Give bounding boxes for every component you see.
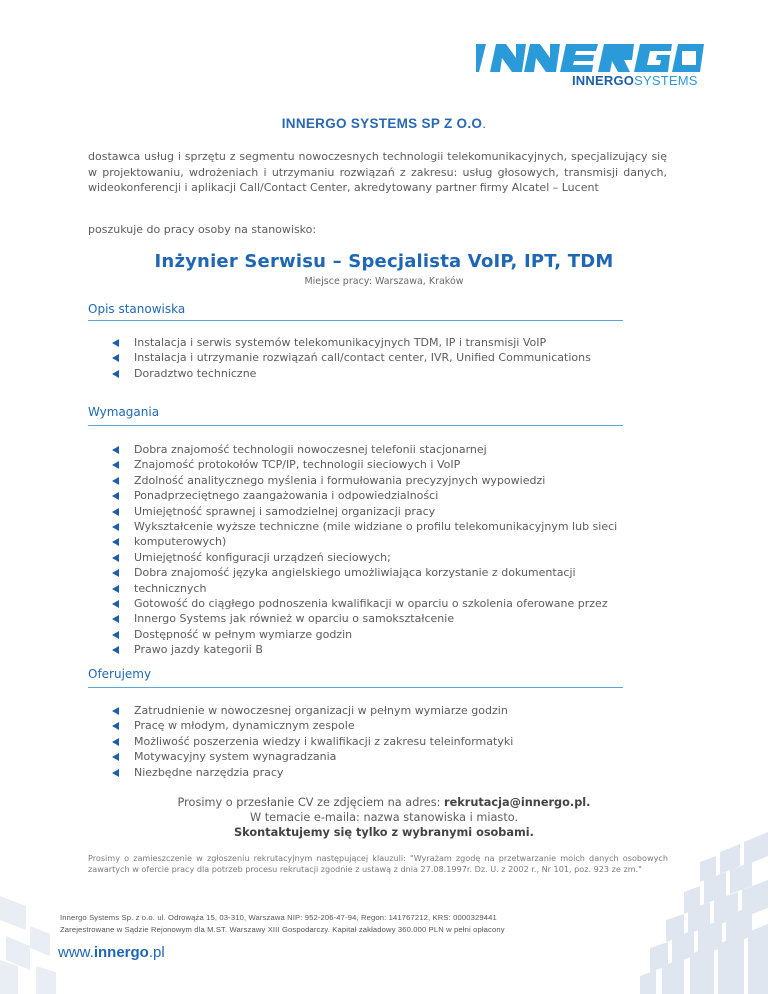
list-item bbox=[110, 534, 670, 549]
bullet-arrow-icon bbox=[112, 569, 119, 577]
list-item-text: Pracę w młodym, dynamicznym zespole bbox=[134, 719, 355, 733]
oferujemy-list bbox=[110, 703, 670, 780]
section-heading-wymagania: Wymagania bbox=[88, 405, 160, 419]
bullet-arrow-icon bbox=[112, 753, 119, 761]
list-item bbox=[110, 473, 670, 488]
company-name bbox=[0, 116, 768, 131]
list-item-text: Dostępność w pełnym wymiarze godzin bbox=[134, 627, 353, 641]
list-item bbox=[110, 366, 670, 381]
list-item bbox=[110, 519, 670, 534]
list-item-text: technicznych bbox=[134, 581, 207, 595]
list-item-text: Instalacja i utrzymanie rozwiązań call/contact center, IVR, Unified Communications bbox=[134, 351, 591, 365]
opis-list bbox=[110, 335, 670, 381]
bullet-arrow-icon bbox=[112, 769, 119, 777]
list-item-text: Umiejętność konfiguracji urządzeń sieciowych; bbox=[134, 550, 391, 564]
list-item-text: Gotowość do ciągłego podnoszenia kwalifikacji w oparciu o szkolenia oferowane przez bbox=[134, 597, 608, 611]
bullet-arrow-icon bbox=[112, 477, 119, 485]
list-item-text: Wykształcenie wyższe techniczne (mile widziane o profilu telekomunikacyjnym lub sieci bbox=[134, 520, 618, 534]
bullet-arrow-icon bbox=[112, 707, 119, 715]
consent-clause: Prosimy o zamieszczenie w zgłoszeniu rekrutacyjnym następującej klauzuli: "Wyrażam zgodę na przetwarzanie moich danych osobowych zawartych w ofercie pracy dla potrzeb procesu rekrutacji zgodnie z ustawą z dnia 27.08.1997r. Dz. U. z 2002 r., Nr 101, poz. 923 ze zm." bbox=[88, 853, 668, 874]
list-item bbox=[110, 335, 670, 350]
website-domain: innergo bbox=[93, 944, 149, 961]
list-item-text: Znajomość protokołów TCP/IP, technologii sieciowych i VoIP bbox=[134, 458, 461, 472]
bullet-arrow-icon bbox=[112, 339, 119, 347]
list-item bbox=[110, 611, 670, 626]
list-item bbox=[110, 442, 670, 457]
list-item bbox=[110, 596, 670, 611]
list-item-text: Prawo jazdy kategorii B bbox=[134, 643, 263, 657]
job-location: Miejsce pracy: Warszawa, Kraków bbox=[304, 276, 464, 287]
list-item-text: Możliwość poszerzenia wiedzy i kwalifikacji z zakresu teleinformatyki bbox=[134, 734, 514, 748]
list-item-text: Zatrudnienie w nowoczesnej organizacji w pełnym wymiarze godzin bbox=[134, 704, 508, 717]
logo-wordmark bbox=[572, 73, 698, 88]
bullet-arrow-icon bbox=[112, 738, 119, 746]
cv-line-3: Skontaktujemy się tylko z wybranymi osobami. bbox=[234, 826, 534, 839]
cv-line-1-text: Prosimy o przesłanie CV ze zdjęciem na adres: bbox=[177, 796, 444, 809]
logo-light-text: SYSTEMS bbox=[634, 73, 698, 88]
website-suffix: .pl bbox=[148, 944, 165, 961]
list-item bbox=[110, 581, 670, 596]
list-item bbox=[110, 627, 670, 642]
list-item-text: Innergo Systems jak również w oparciu o samokształcenie bbox=[134, 612, 455, 626]
section-divider bbox=[88, 425, 623, 426]
list-item-text: Motywacyjny system wynagradzania bbox=[134, 750, 337, 764]
bullet-arrow-icon bbox=[112, 631, 119, 639]
list-item bbox=[110, 718, 670, 733]
intro-paragraph: dostawca usług i sprzętu z segmentu nowoczesnych technologii telekomunikacyjnych, specjalizujący się w projektowaniu, wdrożeniach i utrzymaniu rozwiązań z zakresu: usług głosowych, transmisji danych, wideokonferencji i aplikacji Call/Contact Center, akredytowany partner firmy Alcatel – Lucent bbox=[88, 150, 667, 194]
company-name-text: INNERGO SYSTEMS SP Z O.O bbox=[281, 116, 483, 131]
list-item-text: Dobra znajomość technologii nowoczesnej telefonii stacjonarnej bbox=[134, 443, 487, 456]
wymagania-list bbox=[110, 442, 670, 658]
list-item bbox=[110, 703, 670, 718]
website-link[interactable] bbox=[58, 944, 165, 961]
list-item bbox=[110, 749, 670, 764]
list-item-text: Umiejętność sprawnej i samodzielnej organizacji pracy bbox=[134, 504, 436, 518]
cv-line-2: W temacie e-maila: nazwa stanowiska i miasto. bbox=[249, 811, 519, 824]
website-prefix: www. bbox=[58, 944, 94, 961]
bullet-arrow-icon bbox=[112, 538, 119, 546]
list-item-text: Ponadprzeciętnego zaangażowania i odpowiedzialności bbox=[134, 489, 439, 503]
list-item-text: Instalacja i serwis systemów telekomunikacyjnych TDM, IP i transmisji VoIP bbox=[134, 336, 547, 349]
bullet-arrow-icon bbox=[112, 354, 119, 362]
list-item bbox=[110, 765, 670, 780]
section-heading-opis: Opis stanowiska bbox=[88, 302, 186, 316]
footer-company-info: Innergo Systems Sp. z o.o. ul. Odrowąża 15, 03-310, Warszawa NIP: 952-206-47-94, Regon: 141767212, KRS: 0000329441 bbox=[60, 913, 497, 922]
list-item-text: Zdolność analitycznego myślenia i formułowania precyzyjnych wypowiedzi bbox=[134, 473, 546, 487]
bullet-arrow-icon bbox=[112, 461, 119, 469]
section-divider bbox=[88, 687, 623, 688]
email-link[interactable]: rekrutacja@innergo.pl. bbox=[444, 796, 591, 809]
list-item-text: Dobra znajomość języka angielskiego umożliwiająca korzystanie z dokumentacji bbox=[134, 566, 576, 580]
bullet-arrow-icon bbox=[112, 646, 119, 654]
bullet-arrow-icon bbox=[112, 446, 119, 454]
list-item bbox=[110, 457, 670, 472]
list-item-text: komputerowych) bbox=[134, 535, 227, 549]
section-heading-oferujemy: Oferujemy bbox=[88, 667, 152, 681]
logo-bold-text: INNERGO bbox=[572, 73, 635, 88]
list-item bbox=[110, 504, 670, 519]
bullet-arrow-icon bbox=[112, 600, 119, 608]
bullet-arrow-icon bbox=[112, 492, 119, 500]
list-item-text: Doradztwo techniczne bbox=[134, 366, 257, 380]
list-item bbox=[110, 642, 670, 657]
cv-line-1 bbox=[0, 795, 768, 810]
section-divider bbox=[88, 320, 623, 321]
bullet-arrow-icon bbox=[112, 615, 119, 623]
cv-instructions bbox=[0, 795, 768, 840]
bullet-arrow-icon bbox=[112, 523, 119, 531]
company-name-dot: . bbox=[482, 116, 487, 131]
bullet-arrow-icon bbox=[112, 370, 119, 378]
bullet-arrow-icon bbox=[112, 585, 119, 593]
job-title: Inżynier Serwisu – Specjalista VoIP, IPT, TDM bbox=[154, 251, 614, 272]
seeking-text: poszukuje do pracy osoby na stanowisko: bbox=[88, 223, 317, 236]
footer-registration-info: Zarejestrowane w Sądzie Rejonowym dla M.ST. Warszawy XIII Gospodarczy. Kapitał zakładowy 360.000 PLN w pełni opłacony bbox=[60, 925, 505, 934]
list-item bbox=[110, 734, 670, 749]
bullet-arrow-icon bbox=[112, 554, 119, 562]
list-item bbox=[110, 565, 670, 580]
list-item-text: Niezbędne narzędzia pracy bbox=[134, 765, 284, 779]
list-item bbox=[110, 350, 670, 365]
list-item bbox=[110, 488, 670, 503]
list-item bbox=[110, 550, 670, 565]
bullet-arrow-icon bbox=[112, 508, 119, 516]
bullet-arrow-icon bbox=[112, 722, 119, 730]
